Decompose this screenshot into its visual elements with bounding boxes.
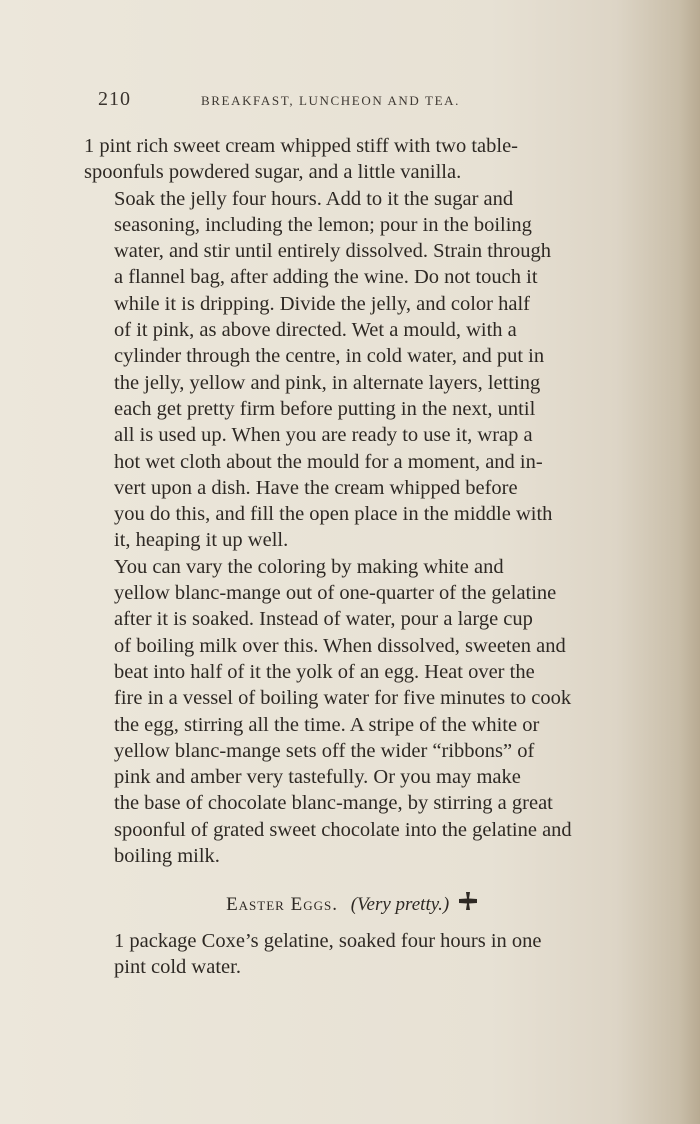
- page-header: [98, 88, 528, 111]
- cross-pattee-icon: [458, 891, 478, 919]
- page-body: [84, 133, 620, 980]
- text-line: while it is dripping. Divide the jelly, and color half: [114, 292, 530, 315]
- text-line: seasoning, including the lemon; pour in the boiling: [114, 213, 532, 236]
- text-line: pink and amber very tastefully. Or you may make: [114, 766, 521, 789]
- text-line: all is used up. When you are ready to use it, wrap a: [114, 424, 533, 447]
- recipe-title: Easter Eggs.: [226, 894, 338, 916]
- page-number: 210: [98, 88, 131, 110]
- text-line: the egg, stirring all the time. A stripe of the white or: [114, 713, 540, 736]
- text-line: boiling milk.: [114, 845, 220, 868]
- text-line: the jelly, yellow and pink, in alternate layers, letting: [114, 371, 541, 394]
- text-line: the base of chocolate blanc-mange, by stirring a great: [114, 792, 553, 815]
- text-line: water, and stir until entirely dissolved. Strain through: [114, 240, 552, 263]
- running-head: BREAKFAST, LUNCHEON AND TEA.: [201, 93, 460, 108]
- variation-paragraph: [84, 554, 620, 870]
- recipe-ingredient-paragraph: [84, 928, 620, 981]
- instructions-paragraph: [84, 186, 620, 554]
- text-line: yellow blanc-mange sets off the wider “ribbons” of: [114, 739, 535, 762]
- text-line: of boiling milk over this. When dissolved, sweeten and: [114, 634, 566, 657]
- text-line: spoonful of grated sweet chocolate into the gelatine and: [114, 818, 572, 841]
- text-line: vert upon a dish. Have the cream whipped before: [114, 476, 518, 499]
- text-line: spoonfuls powdered sugar, and a little vanilla.: [84, 161, 462, 184]
- text-line: it, heaping it up well.: [114, 529, 289, 552]
- recipe-note: (Very pretty.): [350, 894, 450, 916]
- text-line: Soak the jelly four hours. Add to it the sugar and: [114, 187, 514, 210]
- text-line: pint cold water.: [114, 955, 241, 978]
- text-line: each get pretty firm before putting in the next, until: [114, 397, 536, 420]
- cream-ingredient-paragraph: [84, 133, 620, 186]
- text-line: 1 pint rich sweet cream whipped stiff with two table-: [84, 135, 518, 157]
- text-line: yellow blanc-mange out of one-quarter of the gelatine: [114, 582, 557, 605]
- text-line: You can vary the coloring by making white and: [114, 555, 504, 578]
- text-line: 1 package Coxe’s gelatine, soaked four hours in one: [114, 929, 542, 952]
- recipe-heading: [84, 891, 620, 919]
- text-line: fire in a vessel of boiling water for five minutes to cook: [114, 687, 572, 710]
- text-line: after it is soaked. Instead of water, pour a large cup: [114, 608, 533, 631]
- text-line: of it pink, as above directed. Wet a mould, with a: [114, 319, 517, 342]
- text-line: a flannel bag, after adding the wine. Do not touch it: [114, 266, 538, 289]
- text-line: hot wet cloth about the mould for a moment, and in-: [114, 450, 543, 473]
- text-line: you do this, and fill the open place in the middle with: [114, 503, 553, 526]
- text-line: cylinder through the centre, in cold water, and put in: [114, 345, 545, 368]
- text-line: beat into half of it the yolk of an egg. Heat over the: [114, 660, 535, 683]
